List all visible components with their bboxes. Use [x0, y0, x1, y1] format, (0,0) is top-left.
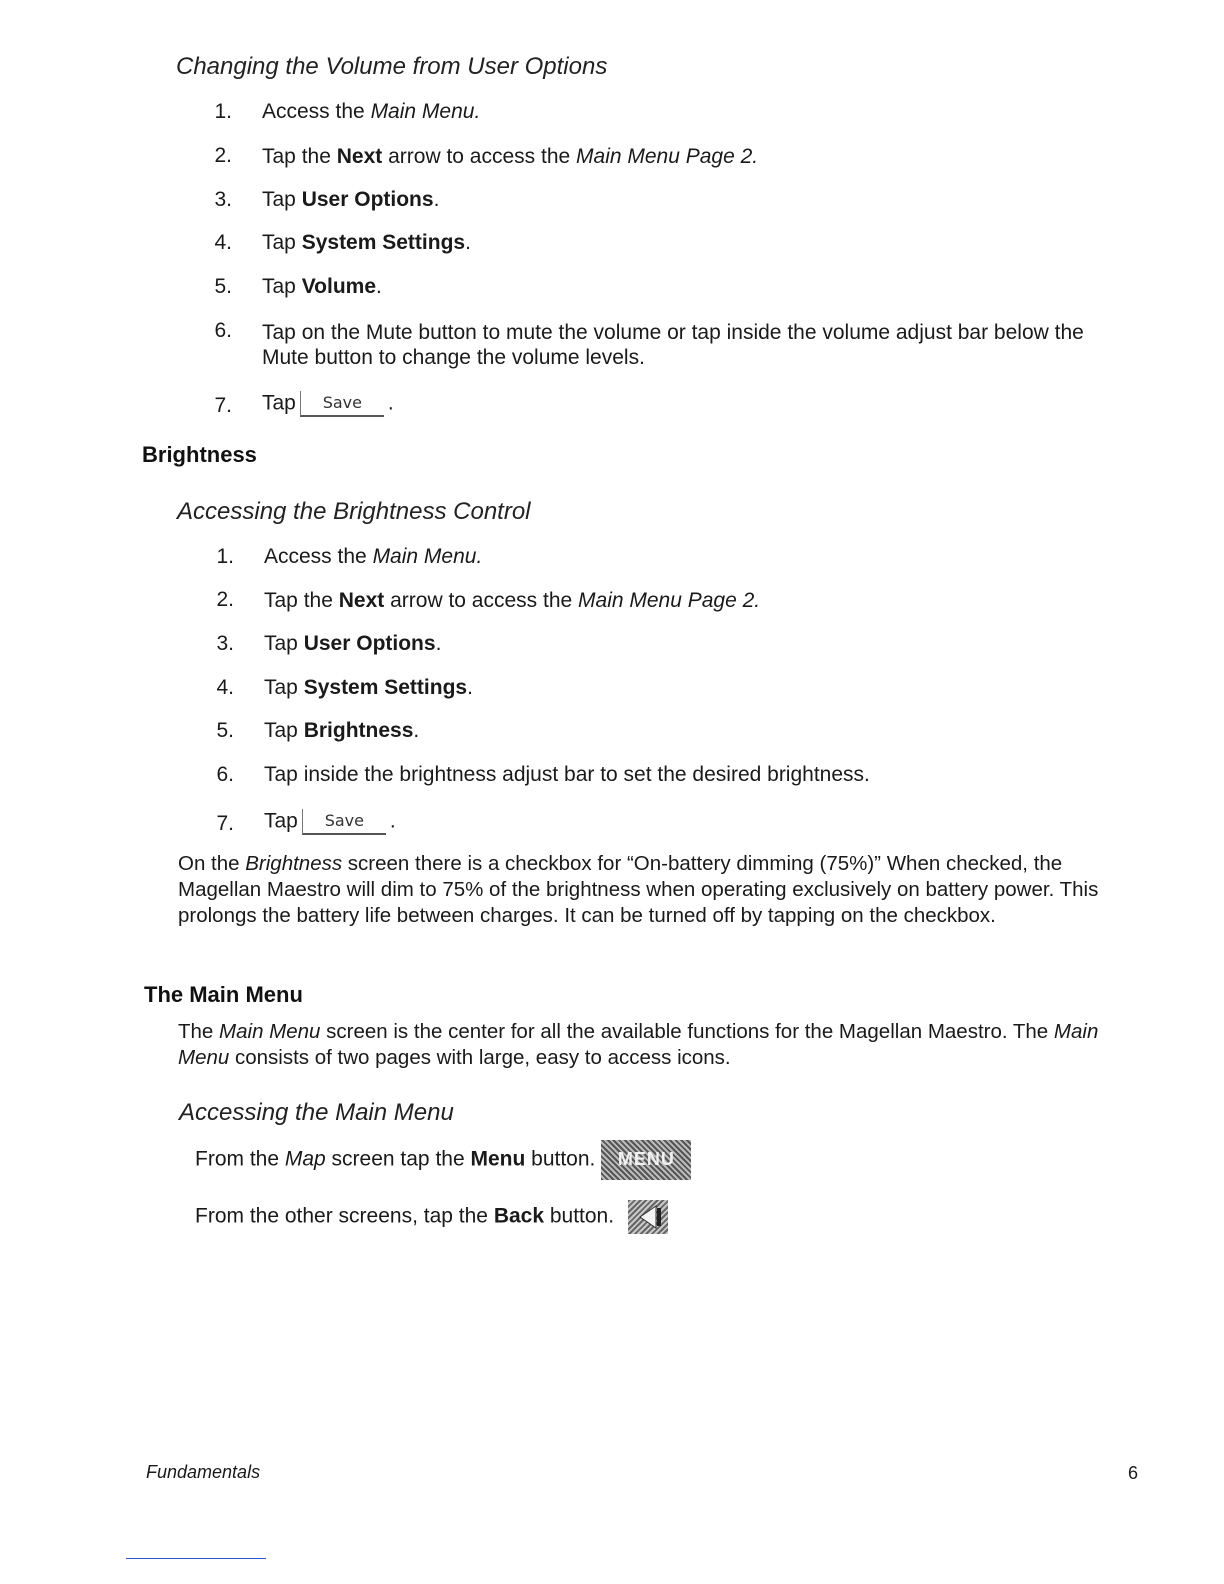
step-text: Tap Brightness.	[264, 719, 420, 742]
back-arrow-icon	[628, 1200, 668, 1234]
menu-instruction: From the Map screen tap the Menu button. MENU	[195, 1140, 691, 1180]
page-number: 6	[1128, 1463, 1139, 1483]
back-instruction: From the other screens, tap the Back button.	[195, 1200, 668, 1234]
volume-heading: Changing the Volume from User Options	[176, 53, 608, 80]
footer-chapter: Fundamentals	[146, 1462, 261, 1482]
main-menu-heading: Accessing the Main Menu	[179, 1099, 454, 1126]
step-text: Tap System Settings.	[264, 676, 473, 699]
step-number: 2.	[216, 588, 234, 611]
step-number: 3.	[216, 632, 234, 655]
main-menu-paragraph: The Main Menu screen is the center for all the available functions for the Magellan Maestro. The Main Menu consists of two pages with large, easy to access icons.	[178, 1020, 1099, 1069]
step-number: 4.	[216, 676, 234, 699]
step-number: 1.	[216, 545, 234, 568]
step-number: 6.	[216, 763, 234, 786]
step-text: Tap Volume.	[262, 275, 382, 298]
step-text: Tap the Next arrow to access the Main Menu Page 2.	[264, 589, 761, 612]
main-menu-section-title: The Main Menu	[144, 982, 303, 1007]
step-text: Tap on the Mute button to mute the volume or tap inside the volume adjust bar below the Mute button to change the volume levels.	[262, 321, 1084, 369]
step-number: 7.	[214, 394, 232, 417]
step-number: 3.	[214, 188, 232, 211]
brightness-heading: Accessing the Brightness Control	[177, 498, 531, 525]
save-button: Save	[300, 391, 384, 417]
step-number: 7.	[216, 812, 234, 835]
step-text: Tap Save .	[262, 391, 394, 417]
step-number: 6.	[214, 319, 232, 342]
brightness-section-title: Brightness	[142, 442, 257, 467]
step-number: 5.	[214, 275, 232, 298]
step-number: 5.	[216, 719, 234, 742]
step-text: Access the Main Menu.	[262, 100, 481, 123]
step-text: Tap the Next arrow to access the Main Menu Page 2.	[262, 145, 759, 168]
menu-button-icon: MENU	[601, 1140, 691, 1180]
step-number: 1.	[214, 100, 232, 123]
step-number: 4.	[214, 231, 232, 254]
step-text: Tap System Settings.	[262, 231, 471, 254]
step-text: Tap inside the brightness adjust bar to set the desired brightness.	[264, 763, 870, 786]
step-text: Tap User Options.	[262, 188, 440, 211]
save-button: Save	[302, 809, 386, 835]
footer-rule	[126, 1558, 266, 1559]
brightness-paragraph: On the Brightness screen there is a checkbox for “On-battery dimming (75%)” When checked, the Magellan Maestro will dim to 75% of the brightness when operating exclusively on battery power. This prolongs the battery life between charges. It can be turned off by tapping on the checkbox.	[178, 852, 1099, 927]
step-text: Access the Main Menu.	[264, 545, 483, 568]
step-text: Tap Save .	[264, 809, 396, 835]
step-number: 2.	[214, 144, 232, 167]
step-text: Tap User Options.	[264, 632, 442, 655]
